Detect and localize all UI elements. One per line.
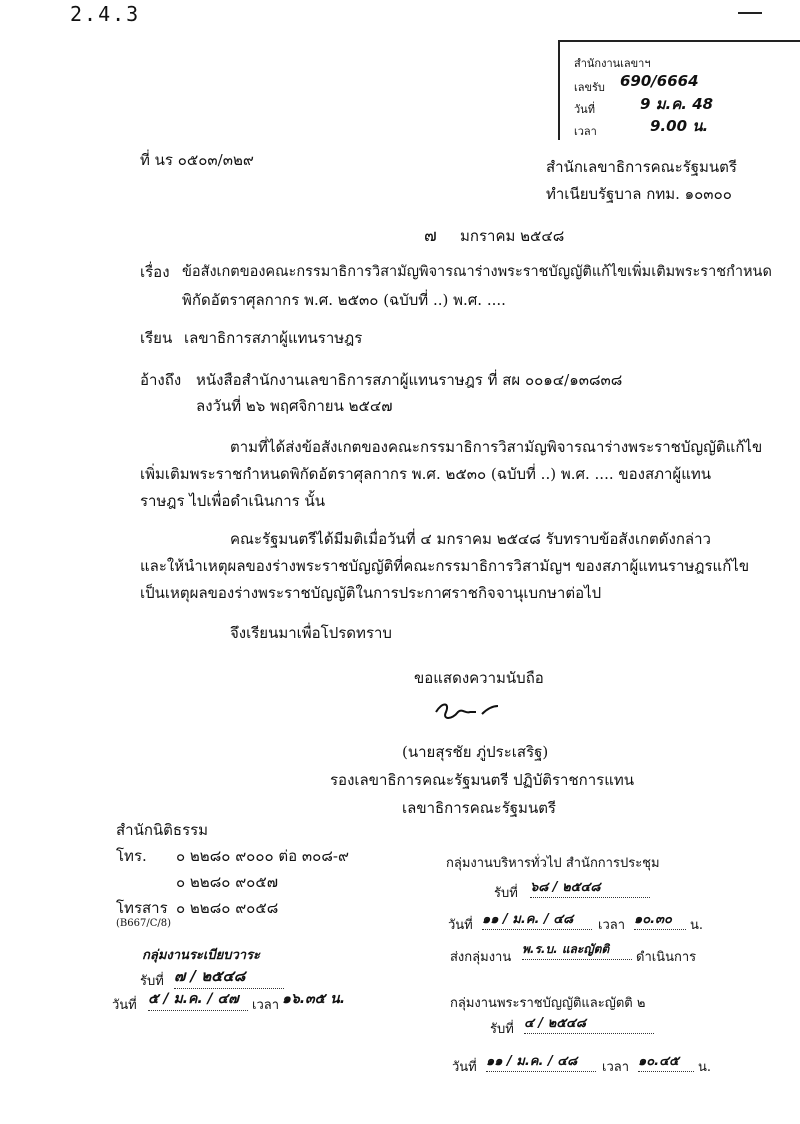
signer-name: (นายสุรชัย ภู่ประเสริฐ) [402, 743, 549, 761]
issuing-office-name: สำนักเลขาธิการคณะรัฐมนตรี [546, 158, 737, 176]
date-month-year: มกราคม ๒๕๔๘ [460, 227, 565, 245]
issuing-office-address: ทำเนียบรัฐบาล กทม. ๑๐๓๐๐ [546, 185, 732, 203]
paragraph-1-line-1: ตามที่ได้ส่งข้อสังเกตของคณะกรรมาธิการวิสามัญพิจารณาร่างพระราชบัญญัติแก้ไข [230, 438, 763, 456]
received-stamp-general-admin [446, 852, 746, 972]
stamp-bills-time-label: เวลา [602, 1060, 630, 1075]
closing-regards: ขอแสดงความนับถือ [414, 669, 544, 687]
corner-dash-mark [738, 12, 762, 14]
stamp-admin-title: กลุ่มงานบริหารทั่วไป สำนักการประชุม [446, 856, 660, 871]
received-stamp-agenda [112, 944, 346, 1024]
stamp-top-recv-value: 690/6664 [620, 72, 699, 90]
date-day: ๗ [424, 226, 437, 246]
stamp-bills-time-unit: น. [698, 1060, 712, 1075]
stamp-admin-send-label: ส่งกลุ่มงาน [450, 950, 512, 965]
stamp-admin-recv-value: ๖๘ / ๒๕๔๘ [530, 876, 650, 898]
reference-number: ที่ นร ๐๕๐๓/๓๒๙ [140, 151, 254, 169]
contact-fax-label: โทรสาร [116, 899, 168, 917]
signer-title-2: เลขาธิการคณะรัฐมนตรี [402, 799, 556, 817]
subject-label: เรื่อง [140, 263, 170, 281]
stamp-bills-time-value: ๑๐.๔๕ [638, 1050, 694, 1072]
contact-tel-label: โทร. [116, 847, 147, 865]
addressee-value: เลขาธิการสภาผู้แทนราษฎร [184, 329, 363, 347]
stamp-admin-recv-label: รับที่ [494, 886, 518, 901]
stamp-bills-recv-label: รับที่ [490, 1022, 514, 1037]
addressee-label: เรียน [140, 329, 173, 347]
stamp-bills-date-value: ๑๑ / ม.ค. / ๔๘ [486, 1050, 596, 1072]
contact-tel-2: ๐ ๒๒๘๐ ๙๐๕๗ [176, 873, 278, 891]
stamp-agenda-recv-value: ๗ / ๒๕๔๘ [174, 964, 284, 989]
reference-label: อ้างถึง [140, 371, 182, 389]
contact-fax: ๐ ๒๒๘๐ ๙๐๕๘ [176, 899, 279, 917]
signer-title-1: รองเลขาธิการคณะรัฐมนตรี ปฏิบัติราชการแทน [330, 771, 635, 789]
contact-tel-1: ๐ ๒๒๘๐ ๙๐๐๐ ต่อ ๓๐๘-๙ [176, 847, 349, 865]
stamp-bills-recv-value: ๔ / ๒๕๔๘ [524, 1012, 654, 1034]
stamp-top-date-label: วันที่ [574, 103, 595, 116]
contact-office: สำนักนิติธรรม [116, 821, 209, 839]
subject-line-1: ข้อสังเกตของคณะกรรมาธิการวิสามัญพิจารณาร่างพระราชบัญญัติแก้ไขเพิ่มเติมพระราชกำหนด [182, 264, 772, 280]
stamp-top-time-value: 9.00 น. [650, 117, 709, 135]
stamp-top-time-label: เวลา [574, 125, 597, 138]
reference-line-1: หนังสือสำนักงานเลขาธิการสภาผู้แทนราษฎร ที่ สผ ๐๐๑๔/๑๓๘๓๘ [196, 371, 623, 389]
stamp-agenda-time-value: ๑๖.๓๕ น. [282, 991, 346, 1007]
paragraph-1-line-2: เพิ่มเติมพระราชกำหนดพิกัดอัตราศุลกากร พ.ศ. ๒๕๓๐ (ฉบับที่ ..) พ.ศ. .... ของสภาผู้แทน [140, 465, 712, 483]
document-index-number: 2.4.3 [70, 2, 141, 26]
stamp-agenda-time-label: เวลา [252, 998, 280, 1013]
stamp-bills-title: กลุ่มงานพระราชบัญญัติและญัตติ ๒ [450, 996, 646, 1011]
paragraph-2-line-1: คณะรัฐมนตรีได้มีมติเมื่อวันที่ ๔ มกราคม ๒๕๔๘ รับทราบข้อสังเกตดังกล่าว [230, 530, 711, 548]
document-code: (B667/C/8) [116, 918, 171, 929]
stamp-bills-date-label: วันที่ [452, 1060, 477, 1075]
stamp-admin-date-value: ๑๑ / ม.ค. / ๔๘ [482, 908, 592, 930]
paragraph-3: จึงเรียนมาเพื่อโปรดทราบ [230, 624, 392, 642]
stamp-agenda-date-label: วันที่ [112, 998, 137, 1013]
stamp-top-date-value: 9 ม.ค. 48 [640, 95, 714, 113]
stamp-admin-send-suffix: ดำเนินการ [636, 950, 697, 965]
stamp-top-recv-label: เลขรับ [574, 81, 605, 94]
paragraph-2-line-3: เป็นเหตุผลของร่างพระราชบัญญัติในการประกาศราชกิจจานุเบกษาต่อไป [140, 584, 602, 602]
stamp-admin-send-value: พ.ร.บ. และญัตติ [522, 940, 632, 960]
stamp-agenda-title: กลุ่มงานระเบียบวาระ [142, 948, 261, 963]
paragraph-2-line-2: และให้นำเหตุผลของร่างพระราชบัญญัติที่คณะกรรมาธิการวิสามัญฯ ของสภาผู้แทนราษฎรแก้ไข [140, 557, 750, 575]
stamp-admin-time-label: เวลา [598, 918, 626, 933]
paragraph-1-line-3: ราษฎร ไปเพื่อดำเนินการ นั้น [140, 492, 325, 510]
received-stamp-bills-motions [450, 992, 750, 1082]
signature-mark [432, 698, 502, 728]
stamp-admin-date-label: วันที่ [448, 918, 473, 933]
stamp-top-office: สำนักงานเลขาฯ [574, 57, 651, 70]
stamp-admin-time-unit: น. [690, 918, 704, 933]
stamp-agenda-date-value: ๕ / ม.ค. / ๔๗ [148, 988, 248, 1011]
received-stamp-top [558, 40, 800, 140]
subject-line-2: พิกัดอัตราศุลกากร พ.ศ. ๒๕๓๐ (ฉบับที่ ..) พ.ศ. .... [182, 291, 506, 309]
reference-line-2: ลงวันที่ ๒๖ พฤศจิกายน ๒๕๔๗ [196, 397, 393, 415]
stamp-agenda-recv-label: รับที่ [140, 974, 164, 989]
stamp-admin-time-value: ๑๐.๓๐ [634, 908, 686, 930]
